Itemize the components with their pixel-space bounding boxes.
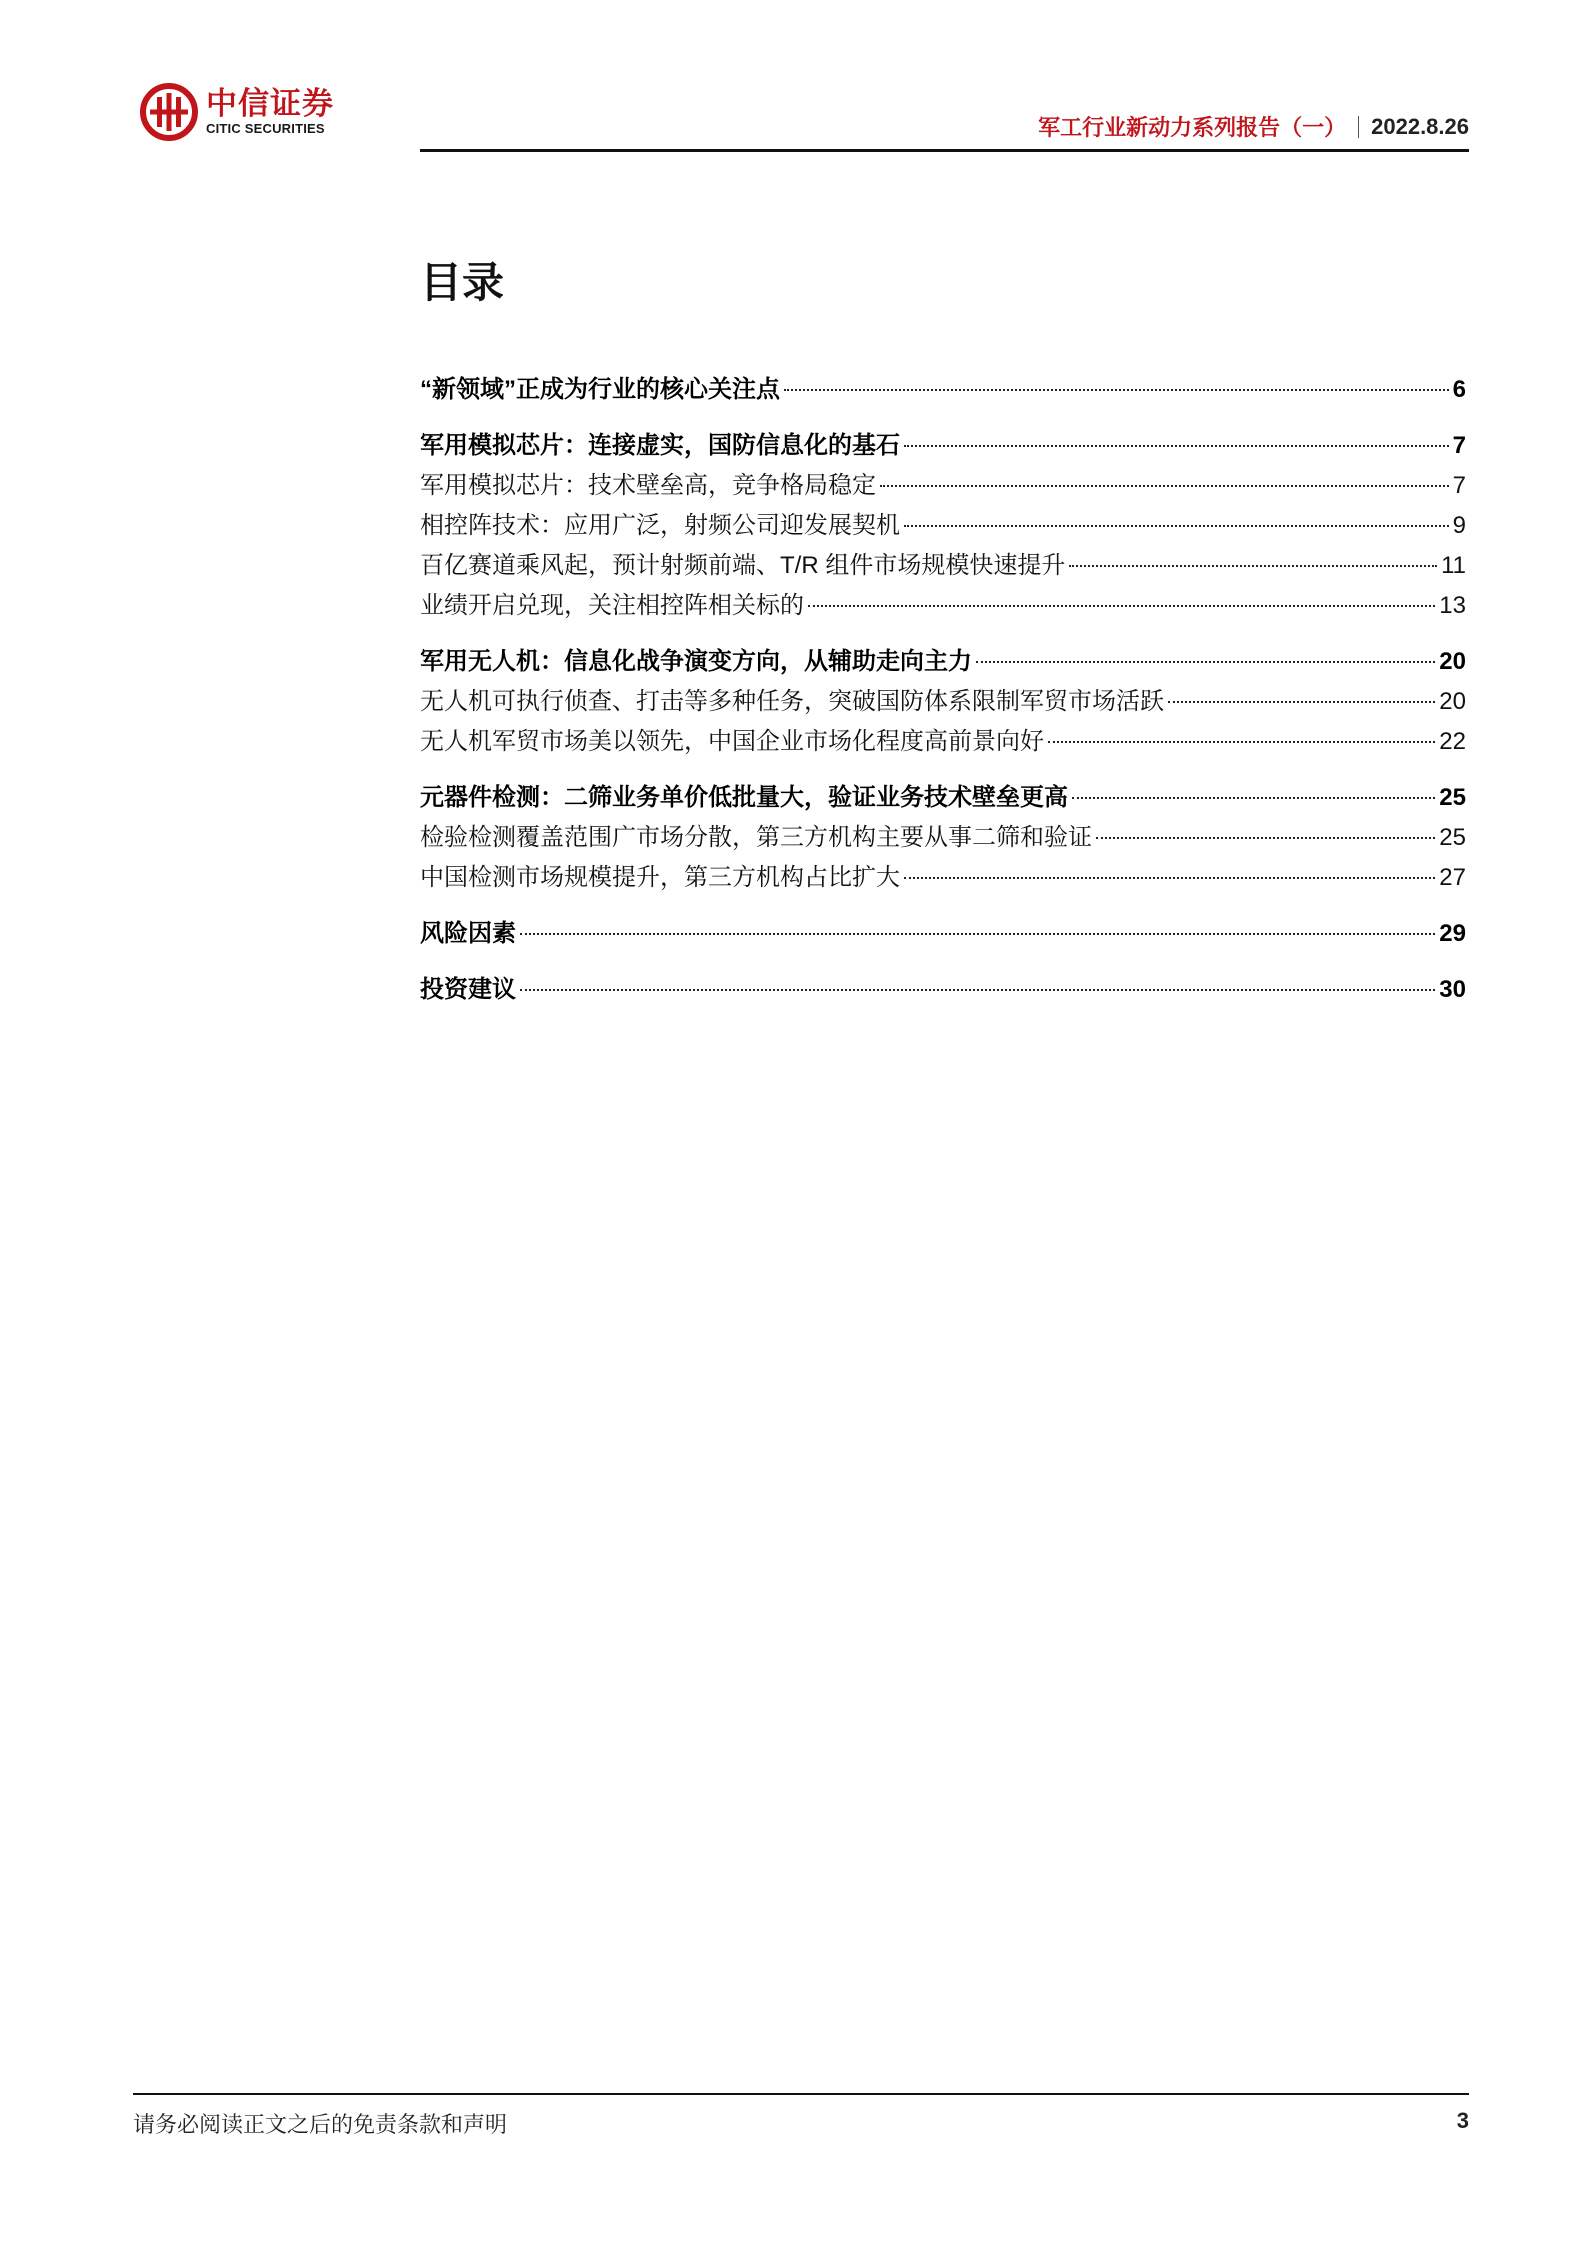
toc-entry-sub[interactable] bbox=[420, 818, 1466, 858]
toc-entry-sub[interactable] bbox=[420, 466, 1466, 506]
toc-dot-leader bbox=[976, 661, 1435, 663]
toc-entry-title: 无人机军贸市场美以领先，中国企业市场化程度高前景向好 bbox=[420, 728, 1044, 755]
toc-entry-sub[interactable] bbox=[420, 546, 1466, 586]
toc-entry-title: 无人机可执行侦查、打击等多种任务，突破国防体系限制军贸市场活跃 bbox=[420, 688, 1164, 715]
toc-entry-main[interactable] bbox=[420, 426, 1466, 466]
brand-name-cn: 中信证券 bbox=[206, 86, 334, 122]
toc-entry-sub[interactable] bbox=[420, 722, 1466, 762]
toc-dot-leader bbox=[904, 525, 1449, 527]
toc-entry-main[interactable] bbox=[420, 642, 1466, 682]
header-rule bbox=[420, 149, 1469, 152]
toc-dot-leader bbox=[808, 605, 1435, 607]
brand-name-en: CITIC SECURITIES bbox=[206, 121, 325, 136]
toc-entry-title: 军用无人机：信息化战争演变方向，从辅助走向主力 bbox=[420, 648, 972, 675]
toc-entry-sub[interactable] bbox=[420, 586, 1466, 626]
toc-heading: 目录 bbox=[420, 258, 505, 307]
toc-dot-leader bbox=[904, 445, 1449, 447]
toc-entry-sub[interactable] bbox=[420, 506, 1466, 546]
page-number: 3 bbox=[1456, 2108, 1469, 2133]
toc-entry-title: 元器件检测：二筛业务单价低批量大，验证业务技术壁垒更高 bbox=[420, 784, 1068, 811]
toc-dot-leader bbox=[784, 389, 1449, 391]
toc-entry-sub[interactable] bbox=[420, 682, 1466, 722]
toc-entry-main[interactable] bbox=[420, 370, 1466, 410]
toc-entry-title: 百亿赛道乘风起，预计射频前端、T/R 组件市场规模快速提升 bbox=[420, 552, 1066, 579]
toc-dot-leader bbox=[520, 933, 1435, 935]
toc-entry-sub[interactable] bbox=[420, 858, 1466, 898]
toc-entry-page: 20 bbox=[1439, 648, 1466, 675]
toc-entry-page: 25 bbox=[1439, 784, 1466, 811]
toc-entry-page: 11 bbox=[1441, 552, 1466, 579]
toc-entry-page: 27 bbox=[1439, 864, 1466, 891]
citic-logo-icon bbox=[140, 83, 198, 141]
toc-entry-page: 30 bbox=[1439, 976, 1466, 1003]
header-separator bbox=[1358, 116, 1359, 138]
footer-rule bbox=[133, 2093, 1469, 2095]
toc-dot-leader bbox=[1072, 797, 1435, 799]
toc-entry-title: 业绩开启兑现，关注相控阵相关标的 bbox=[420, 592, 804, 619]
toc-entry-page: 25 bbox=[1439, 824, 1466, 851]
footer-disclaimer: 请务必阅读正文之后的免责条款和声明 bbox=[133, 2112, 508, 2137]
toc-dot-leader bbox=[1069, 565, 1437, 567]
toc-dot-leader bbox=[904, 877, 1435, 879]
toc-dot-leader bbox=[1096, 837, 1435, 839]
toc-entry-title: 检验检测覆盖范围广市场分散，第三方机构主要从事二筛和验证 bbox=[420, 824, 1092, 851]
toc-dot-leader bbox=[1048, 741, 1435, 743]
toc-entry-page: 7 bbox=[1452, 432, 1466, 459]
toc-dot-leader bbox=[520, 989, 1435, 991]
toc-entry-title: 投资建议 bbox=[420, 976, 516, 1003]
report-title: 军工行业新动力系列报告（一） bbox=[1038, 115, 1347, 140]
table-of-contents bbox=[420, 370, 1466, 1010]
report-date: 2022.8.26 bbox=[1371, 113, 1469, 139]
toc-entry-page: 20 bbox=[1439, 688, 1466, 715]
toc-entry-main[interactable] bbox=[420, 778, 1466, 818]
toc-entry-title: 军用模拟芯片：连接虚实，国防信息化的基石 bbox=[420, 432, 900, 459]
toc-entry-title: 相控阵技术：应用广泛，射频公司迎发展契机 bbox=[420, 512, 900, 539]
toc-entry-main[interactable] bbox=[420, 970, 1466, 1010]
toc-entry-title: 军用模拟芯片：技术壁垒高，竞争格局稳定 bbox=[420, 472, 876, 499]
toc-entry-title: “新领域”正成为行业的核心关注点 bbox=[420, 376, 780, 403]
toc-entry-main[interactable] bbox=[420, 914, 1466, 954]
brand-logo bbox=[140, 82, 360, 142]
toc-entry-page: 13 bbox=[1439, 592, 1466, 619]
toc-entry-title: 中国检测市场规模提升，第三方机构占比扩大 bbox=[420, 864, 900, 891]
toc-entry-page: 7 bbox=[1452, 472, 1466, 499]
toc-entry-page: 29 bbox=[1439, 920, 1466, 947]
report-header bbox=[1038, 111, 1469, 142]
toc-entry-page: 6 bbox=[1452, 376, 1466, 403]
toc-entry-page: 22 bbox=[1439, 728, 1466, 755]
toc-entry-title: 风险因素 bbox=[420, 920, 516, 947]
toc-dot-leader bbox=[880, 485, 1449, 487]
toc-dot-leader bbox=[1168, 701, 1435, 703]
toc-entry-page: 9 bbox=[1452, 512, 1466, 539]
